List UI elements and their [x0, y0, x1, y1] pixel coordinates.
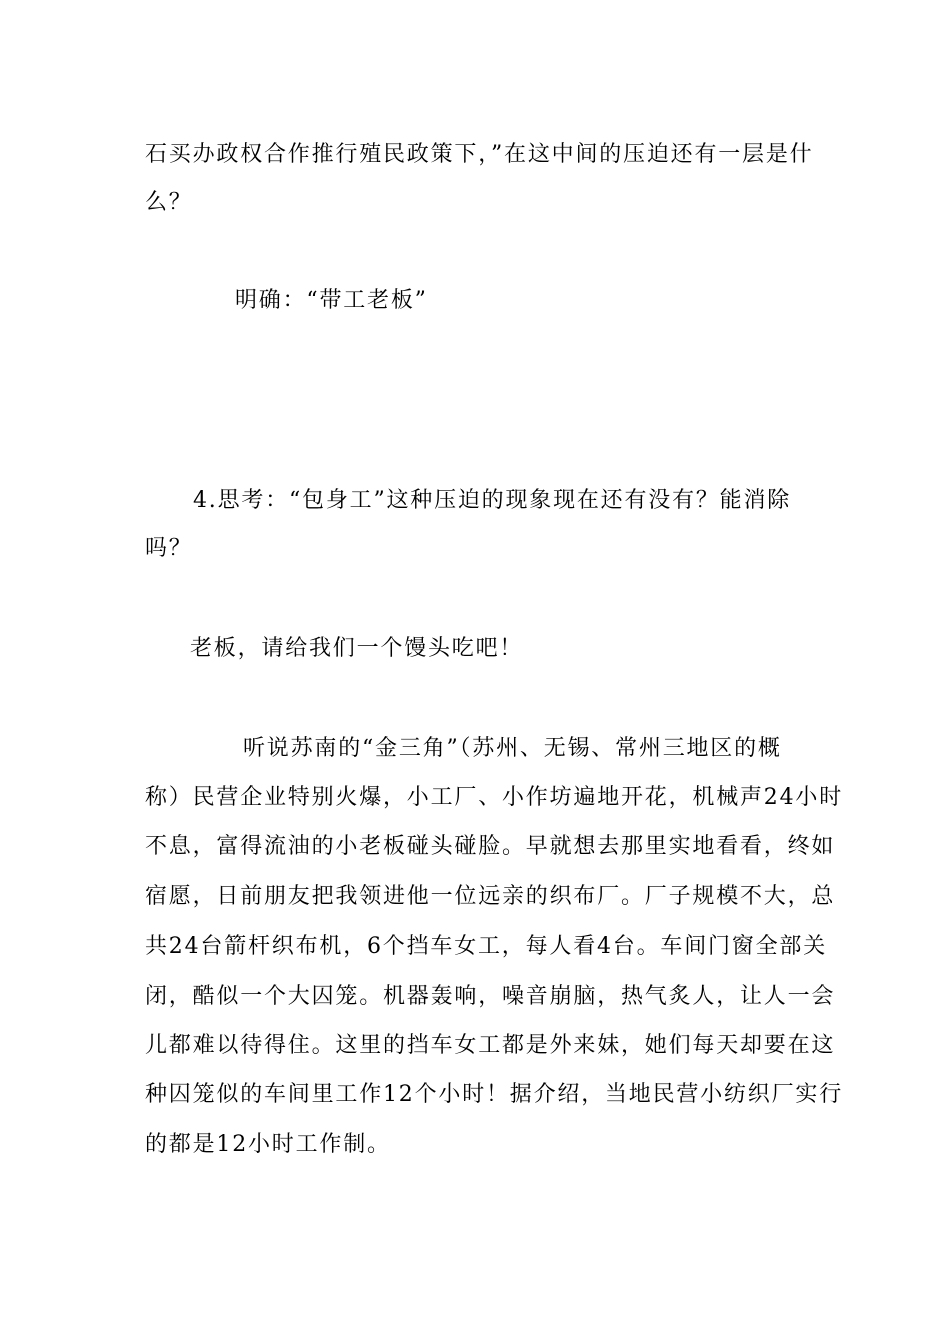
paragraph-line: 闭，酷似一个大囚笼。机器轰响，噪音崩脑，热气炙人，让人一会: [145, 984, 836, 1009]
paragraph-line: 不息，富得流油的小老板碰头碰脸。早就想去那里实地看看，终如: [145, 834, 836, 859]
answer-line: 明确：“带工老板”: [235, 288, 428, 313]
text-line: 石买办政权合作推行殖民政策下，”在这中间的压迫还有一层是什: [145, 142, 814, 167]
question-line: 4.思考：“包身工”这种压迫的现象现在还有没有？能消除: [193, 488, 792, 513]
paragraph-line: 的都是12小时工作制。: [145, 1132, 391, 1157]
text-line: 么？: [145, 190, 193, 215]
paragraph-line: 听说苏南的“金三角”（苏州、无锡、常州三地区的概: [243, 736, 782, 761]
paragraph-line: 宿愿，日前朋友把我领进他一位远亲的织布厂。厂子规模不大，总: [145, 884, 836, 909]
paragraph-line: 儿都难以待得住。这里的挡车女工都是外来妹，她们每天却要在这: [145, 1033, 836, 1058]
article-title: 老板，请给我们一个馒头吃吧！: [190, 636, 524, 661]
paragraph-line: 称）民营企业特别火爆，小工厂、小作坊遍地开花，机械声24小时: [145, 785, 843, 810]
paragraph-line: 共24台箭杆织布机，6个挡车女工，每人看4台。车间门窗全部关: [145, 934, 827, 959]
paragraph-line: 种囚笼似的车间里工作12个小时！据介绍，当地民营小纺织厂实行: [145, 1082, 843, 1107]
question-line: 吗？: [145, 536, 193, 561]
